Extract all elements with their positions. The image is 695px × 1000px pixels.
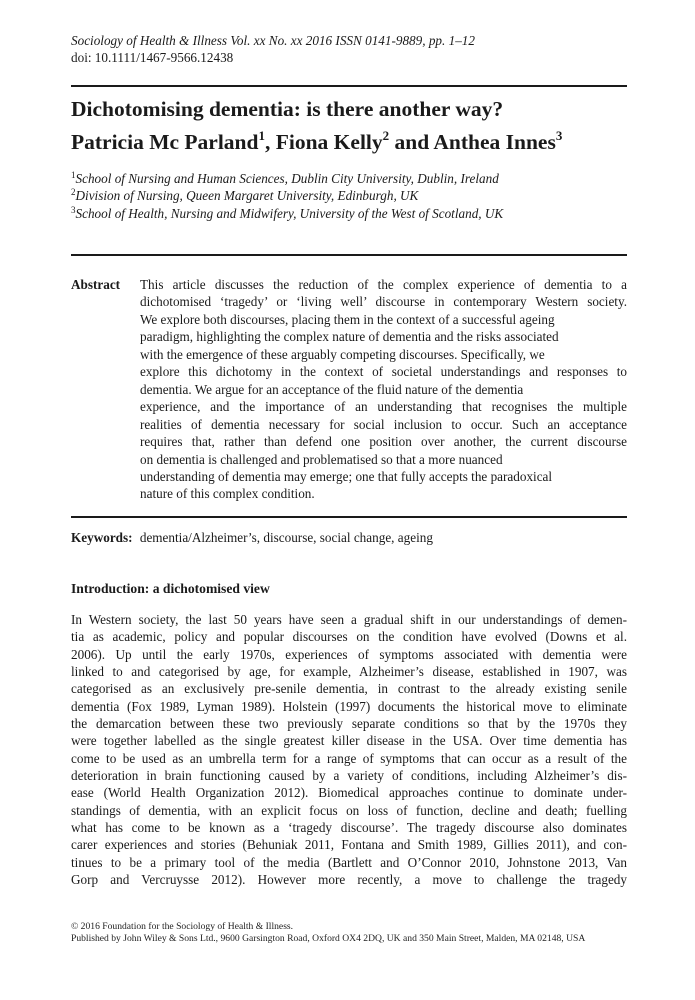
body-line: tia as academic, policy and popular discourses on the condition have evolved (Downs et al. (71, 629, 627, 645)
body-line: what has come to be known as a ‘tragedy discourse’. The tragedy discourse also dominates (71, 820, 627, 836)
page-footer (71, 921, 585, 945)
body-line: categorised as an exclusively pre-senile dementia, in contrast to the already existing senile (71, 681, 627, 697)
body-line: 2006). Up until the early 1970s, experiences of symptoms associated with dementia were (71, 646, 627, 662)
body-line: deterioration in brain functioning caused by a variety of conditions, including Alzheimer’s dis- (71, 768, 627, 784)
affil-text: School of Nursing and Human Sciences, Dublin City University, Dublin, Ireland (75, 171, 499, 186)
doi-link[interactable]: doi: 10.1111/1467-9566.12438 (71, 50, 234, 65)
abstract-line: paradigm, highlighting the complex nature of dementia and the risks associated (140, 329, 559, 345)
author-name: Fiona Kelly (275, 130, 383, 154)
top-rule (71, 85, 627, 87)
body-line: ease (World Health Organization 2012). Biomedical approaches continue to dominate under- (71, 785, 627, 801)
abstract-line: explore this dichotomy in the context of societal understandings and responses to (140, 364, 627, 380)
affil-sup: 3 (71, 204, 76, 215)
section-heading: Introduction: a dichotomised view (71, 581, 270, 596)
affiliation (71, 187, 503, 204)
author-separator: , (264, 130, 276, 154)
journal-header (71, 32, 475, 66)
title-block (71, 93, 562, 159)
abstract-line: nature of this complex condition. (140, 486, 315, 502)
keywords (71, 529, 433, 546)
body-line: linked to and categorised by age, for example, Alzheimer’s disease, established in 1907, was (71, 664, 627, 680)
body-line: tinues to be a primary tool of the media (Bartlett and O’Connor 2010, Johnstone 2013, Van (71, 854, 627, 870)
body-line: the demarcation between these two previously separate conditions so that by the 1970s they (71, 716, 627, 732)
keywords-text: dementia/Alzheimer’s, discourse, social change, ageing (139, 530, 433, 545)
copyright-notice: © 2016 Foundation for the Sociology of Health & Illness. (71, 921, 294, 932)
abstract-top-rule (71, 254, 627, 256)
body-line: In Western society, the last 50 years have seen a gradual shift in our understandings of demen- (71, 612, 627, 627)
affiliation (71, 205, 503, 222)
author-affil-sup: 3 (555, 128, 563, 143)
body-line: were together labelled as the single greatest killer disease in the USA. Over time dementia has (71, 733, 627, 749)
article-title: Dichotomising dementia: is there another way? (71, 97, 504, 121)
body-line: dementia (Fox 1989, Lyman 1989). Holstein (1997) documents the historical move to eliminate (71, 698, 627, 714)
abstract-line: dichotomised ‘tragedy’ or ‘living well’ discourse in contemporary Western society. (140, 294, 627, 310)
author-name: Anthea Innes (433, 130, 556, 154)
abstract-line: requires that, rather than defend one position over another, the current discourse (140, 434, 627, 450)
abstract-line: understanding of dementia may emerge; one that fully accepts the paradoxical (140, 468, 553, 484)
abstract-line: This article discusses the reduction of the complex experience of dementia to a (140, 277, 627, 292)
author-separator: and (389, 130, 434, 154)
affil-sup: 1 (71, 170, 76, 180)
body-line: carer experiences and stories (Behuniak 2011, Fontana and Smith 1989, Gillies 2011), and con- (71, 837, 627, 853)
abstract-line: experience, and the importance of an understanding that recognises the multiple (140, 399, 627, 415)
abstract-line: dementia. We argue for an acceptance of the fluid nature of the dementia (140, 381, 524, 397)
body-line: come to be used as an umbrella term for a range of symptoms that can occur as a result of the (71, 750, 627, 766)
body-line: standings of dementia, with an explicit focus on loss of function, decline and death; fuelling (71, 802, 627, 818)
author-affil-sup: 1 (258, 128, 265, 143)
journal-citation: Sociology of Health & Illness Vol. xx No. xx 2016 ISSN 0141-9889, pp. 1–12 (71, 33, 475, 48)
abstract-line: with the emergence of these arguably competing discourses. Specifically, we (140, 346, 545, 362)
author-list (71, 126, 562, 159)
body-line: Gorp and Vercruysse 2012). However more recently, a move to challenge the tragedy (71, 872, 627, 888)
abstract-line: We explore both discourses, placing them in the context of a successful ageing (140, 311, 555, 327)
affil-text: Division of Nursing, Queen Margaret University, Edinburgh, UK (75, 188, 419, 204)
affiliations (71, 170, 503, 222)
abstract-line: on dementia is challenged and problematised so that a more nuanced (140, 451, 503, 467)
affil-text: School of Health, Nursing and Midwifery, University of the West of Scotland, UK (75, 205, 504, 221)
abstract-body (140, 276, 627, 503)
affil-sup: 2 (71, 187, 76, 198)
keywords-label: Keywords: (71, 530, 133, 545)
abstract-label: Abstract (71, 277, 121, 292)
author-affil-sup: 2 (382, 128, 390, 143)
publisher-notice: Published by John Wiley & Sons Ltd., 9600 Garsington Road, Oxford OX4 2DQ, UK and 350 Main Street, Malden, MA 02148, USA (71, 933, 586, 944)
abstract-line: realities of dementia necessary for social inclusion to occur. Such an acceptance (140, 416, 627, 432)
abstract-bottom-rule (71, 516, 627, 518)
affiliation (71, 170, 503, 187)
body-paragraph (71, 611, 627, 889)
author-name: Patricia Mc Parland (71, 130, 259, 154)
